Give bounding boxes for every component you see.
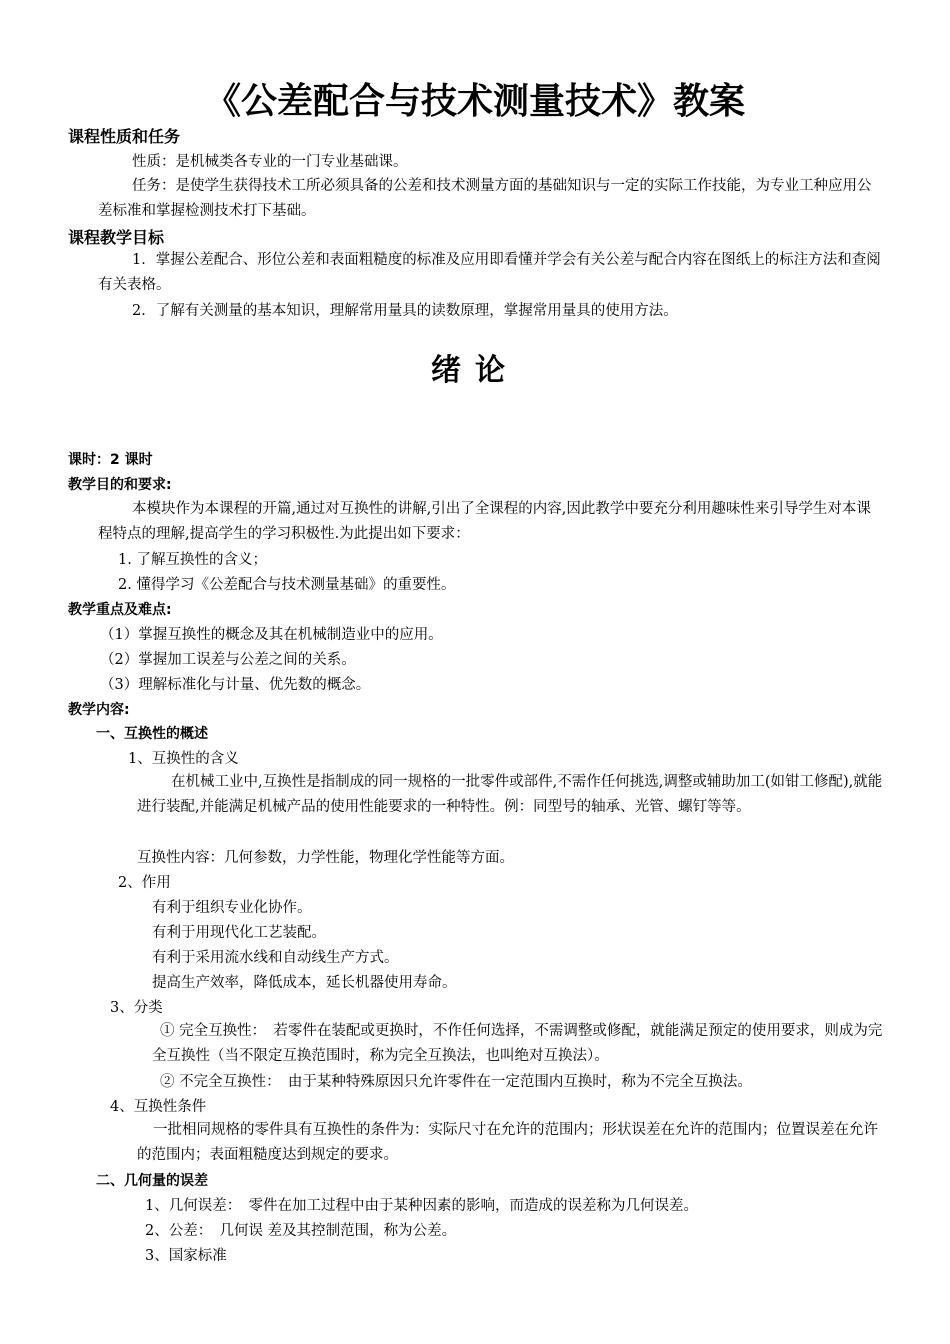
geometric-error: 1、几何误差： 零件在加工过程中由于某种因素的影响，而造成的误差称为几何误差。 <box>145 1198 698 1214</box>
section-1-title: 一、互换性的概述 <box>96 726 208 742</box>
role-item-3: 有利于采用流水线和自动线生产方式。 <box>152 950 399 966</box>
role-item-2: 有利于用现代化工艺装配。 <box>152 925 326 941</box>
section-heading-intro: 绪论 <box>431 353 519 388</box>
content-heading: 教学内容: <box>68 702 130 718</box>
task-text: 任务：是使学生获得技术工所必须具备的公差和技术测量方面的基础知识与一定的实际工作技能，为专业工种应用公差标准和掌握检测技术打下基础。 <box>98 178 872 219</box>
role-item-1: 有利于组织专业化协作。 <box>152 900 312 916</box>
purpose-text: 本模块作为本课程的开篇,通过对互换性的讲解,引出了全课程的内容,因此教学中要充分利用趣味性来引导学生对本课程特点的理解,提高学生的学习积极性.为此提出如下要求： <box>98 501 871 542</box>
key-point-2: （2）掌握加工误差与公差之间的关系。 <box>100 652 356 668</box>
national-standard: 3、国家标准 <box>145 1248 227 1264</box>
full-interchangeability: ① 完全互换性： 若零件在装配或更换时，不作任何选择，不需调整或修配，就能满足预定的使用要求，则成为完全互换性（当不限定互换范围时，称为完全互换法，也叫绝对互换法）。 <box>152 1023 883 1064</box>
purpose-heading: 教学目的和要求: <box>68 477 172 493</box>
requirement-1: 1. 了解互换性的含义； <box>118 552 267 568</box>
document-title: 《公差配合与技术测量技术》教案 <box>204 81 745 122</box>
goal-item-1: 1．掌握公差配合、形位公差和表面粗糙度的标准及应用即看懂并学会有关公差与配合内容在图纸上的标注方法和查阅有关表格。 <box>98 252 881 293</box>
nature-heading: 课程性质和任务 <box>68 127 181 146</box>
partial-interchangeability: ② 不完全互换性： 由于某种特殊原因只允许零件在一定范围内互换时，称为不完全互换法。 <box>160 1074 752 1090</box>
key-point-3: （3）理解标准化与计量、优先数的概念。 <box>100 677 371 693</box>
key-point-1: （1）掌握互换性的概念及其在机械制造业中的应用。 <box>100 627 443 643</box>
interchangeability-conditions: 一批相同规格的零件具有互换性的条件为：实际尺寸在允许的范围内；形状误差在允许的范围内；位置误差在允许的范围内；表面粗糙度达到规定的要求。 <box>137 1122 878 1163</box>
interchangeability-content: 互换性内容：几何参数，力学性能，物理化学性能等方面。 <box>137 850 514 866</box>
subsection-1-1: 1、互换性的含义 <box>128 751 239 767</box>
subsection-1-4: 4、互换性条件 <box>110 1099 207 1115</box>
key-points-heading: 教学重点及难点: <box>68 602 172 618</box>
goal-item-2: 2．了解有关测量的基本知识，理解常用量具的读数原理，掌握常用量具的使用方法。 <box>132 303 678 319</box>
nature-text: 性质：是机械类各专业的一门专业基础课。 <box>132 154 408 170</box>
role-item-4: 提高生产效率，降低成本，延长机器使用寿命。 <box>152 975 457 991</box>
interchangeability-definition: 在机械工业中,互换性是指制成的同一规格的一批零件或部件,不需作任何挑选,调整或辅助加工(如钳工修配),就能进行装配,并能满足机械产品的使用性能要求的一种特性。例：同型号的轴承、光管、螺钉等等。 <box>137 774 883 815</box>
requirement-2: 2. 懂得学习《公差配合与技术测量基础》的重要性。 <box>118 577 456 593</box>
class-hours: 课时：2 课时 <box>68 452 153 468</box>
subsection-1-3: 3、分类 <box>110 1000 163 1016</box>
section-2-title: 二、几何量的误差 <box>96 1173 208 1189</box>
tolerance-definition: 2、公差： 几何误 差及其控制范围，称为公差。 <box>145 1223 457 1239</box>
goals-heading: 课程教学目标 <box>68 228 165 247</box>
subsection-1-2: 2、作用 <box>118 875 171 891</box>
